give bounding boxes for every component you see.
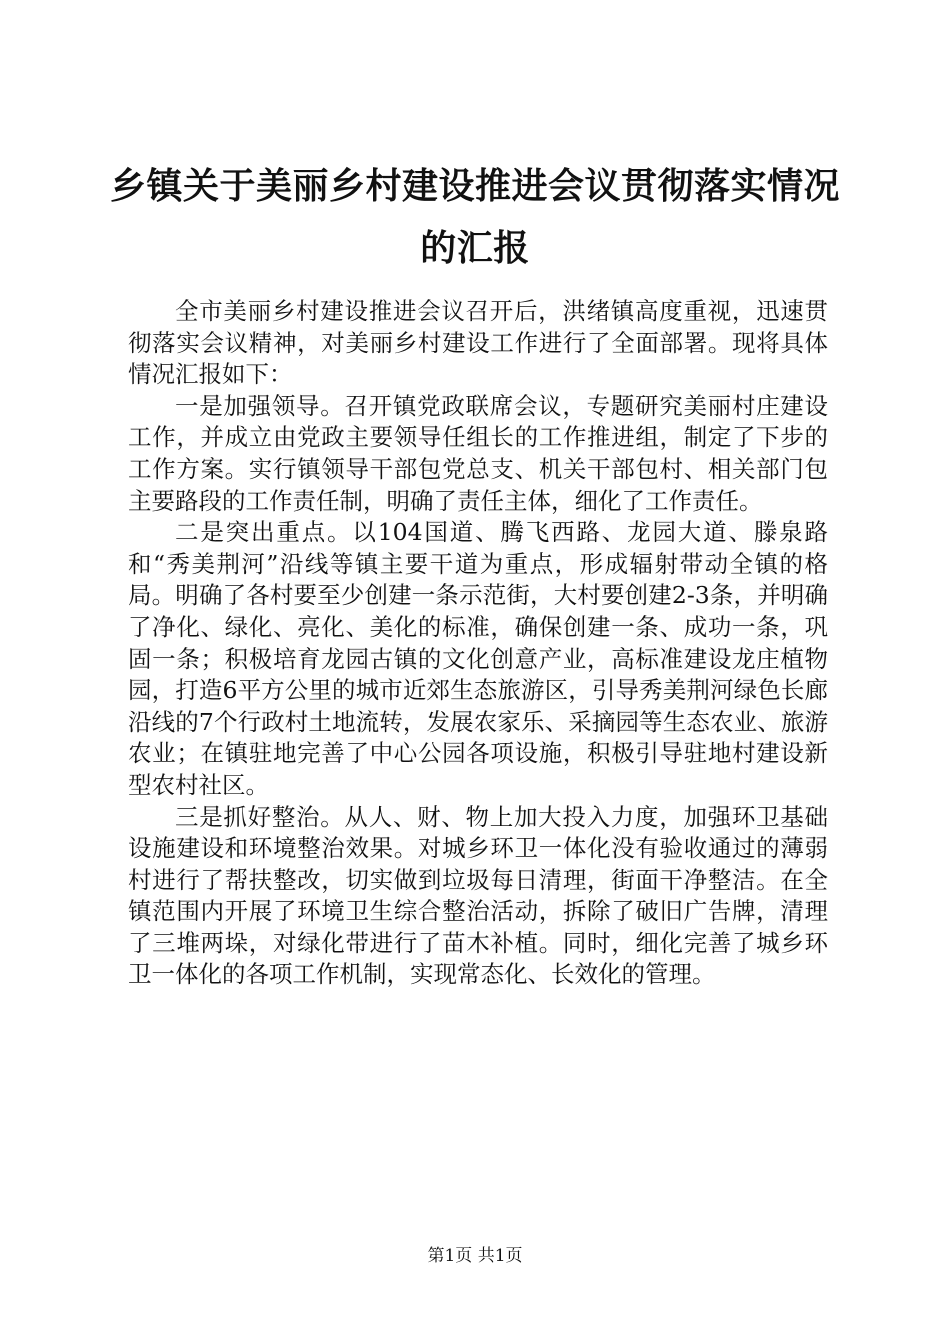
paragraph-intro: 全市美丽乡村建设推进会议召开后，洪绪镇高度重视，迅速贯彻落实会议精神，对美丽乡村建设工作进行了全面部署。现将具体情况汇报如下： — [128, 297, 828, 389]
title-line-2: 的汇报 — [420, 228, 530, 269]
title-line-1: 乡镇关于美丽乡村建设推进会议贯彻落实情况 — [109, 166, 840, 207]
paragraph-leadership: 一是加强领导。召开镇党政联席会议，专题研究美丽村庄建设工作，并成立由党政主要领导任组长的工作推进组，制定了下步的工作方案。实行镇领导干部包党总支、机关干部包村、相关部门包主要路段的工作责任制，明确了责任主体，细化了工作责任。 — [128, 391, 828, 515]
document-body — [128, 296, 828, 991]
paragraph-key-points: 二是突出重点。以104国道、腾飞西路、龙园大道、滕泉路和“秀美荆河”沿线等镇主要干道为重点，形成辐射带动全镇的格局。明确了各村要至少创建一条示范街，大村要创建2-3条，并明确了净化、绿化、亮化、美化的标准，确保创建一条、成功一条，巩固一条；积极培育龙园古镇的文化创意产业，高标准建设龙庄植物园，打造6平方公里的城市近郊生态旅游区，引导秀美荆河绿色长廊沿线的7个行政村土地流转，发展农家乐、采摘园等生态农业、旅游农业；在镇驻地完善了中心公园各项设施，积极引导驻地村建设新型农村社区。 — [128, 518, 828, 799]
page-footer: 第1页 共1页 — [427, 1246, 523, 1266]
paragraph-rectification: 三是抓好整治。从人、财、物上加大投入力度，加强环卫基础设施建设和环境整治效果。对城乡环卫一体化没有验收通过的薄弱村进行了帮扶整改，切实做到垃圾每日清理，街面干净整洁。在全镇范围内开展了环境卫生综合整治活动，拆除了破旧广告牌，清理了三堆两垛，对绿化带进行了苗木补植。同时，细化完善了城乡环卫一体化的各项工作机制，实现常态化、长效化的管理。 — [128, 802, 828, 989]
document-title — [100, 156, 850, 280]
